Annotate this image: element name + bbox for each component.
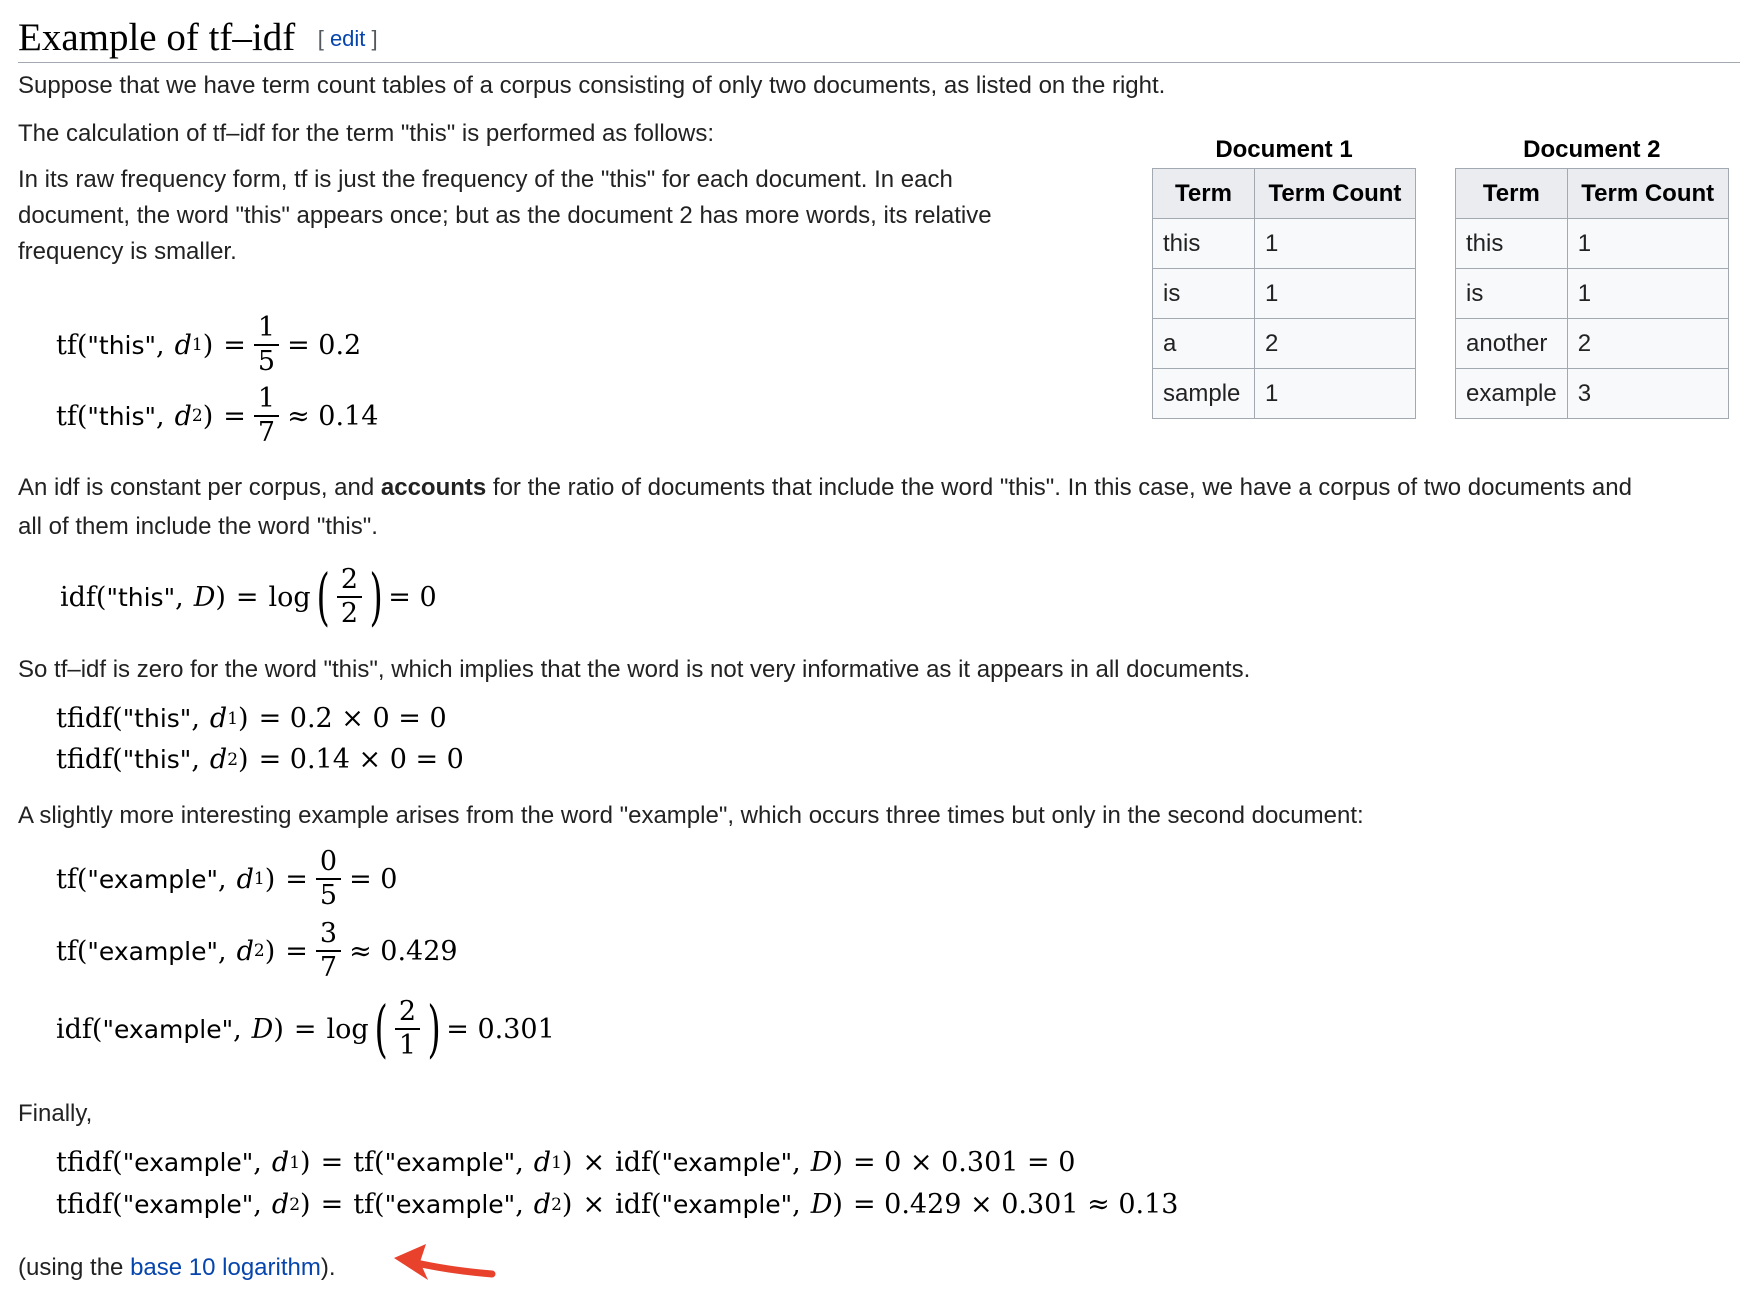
equation-tf-example-d1: tf ( "example" , d 1 ) = $\frac{0}{5}$ = 0 <box>56 846 398 911</box>
term-header: Term <box>1456 169 1568 219</box>
term-count-table-1 <box>1152 168 1416 419</box>
term-cell: this <box>1153 219 1255 269</box>
table-row <box>1153 219 1416 269</box>
table-row <box>1153 269 1416 319</box>
equation-tfidf-this-d1: tfidf ( "this" , d 1 ) = 0.2 × 0 = 0 <box>56 703 447 734</box>
term-count-header: Term Count <box>1255 169 1416 219</box>
table-row <box>1456 319 1729 369</box>
table-row <box>1456 219 1729 269</box>
fraction: $\frac{0}{5}$ <box>316 846 341 912</box>
equation-tfidf-example-d1: tfidf ( "example" , d 1 ) = tf ( "example" , d 1 ) × idf ( "example" , D ) = 0 × 0.301 = 0 <box>56 1147 1076 1178</box>
idf-paragraph-line-1: An idf is constant per corpus, and accounts for the ratio of documents that include the word "this". In this case, we have a corpus of two documents and <box>18 474 1632 501</box>
arrow-annotation-icon <box>388 1238 498 1298</box>
using-paragraph: (using the base 10 logarithm). <box>18 1254 336 1281</box>
fraction: $\frac{3}{7}$ <box>316 918 341 984</box>
term-cell: example <box>1456 369 1568 419</box>
term-count-header: Term Count <box>1567 169 1728 219</box>
term-cell: this <box>1456 219 1568 269</box>
finally-paragraph: Finally, <box>18 1100 93 1127</box>
edit-section: [ edit ] <box>317 26 378 51</box>
count-cell: 2 <box>1255 319 1416 369</box>
equation-tf-this-d1: tf ( "this" , d 1 ) = $\frac{1}{5}$ = 0.2 <box>56 312 362 377</box>
idf-paragraph-line-2: all of them include the word "this". <box>18 513 378 540</box>
table-row <box>1456 269 1729 319</box>
raw-freq-line-1: In its raw frequency form, tf is just the frequency of the "this" for each document. In each <box>18 166 953 193</box>
raw-freq-line-3: frequency is smaller. <box>18 238 237 265</box>
term-count-table-2 <box>1455 168 1729 419</box>
document-1-caption: Document 1 <box>1215 136 1353 163</box>
example-paragraph: A slightly more interesting example arises from the word "example", which occurs three times but only in the second document: <box>18 802 1364 829</box>
equation-idf-this: idf ( "this" , D ) = log ( $\frac{2}{2}$ ) = 0 <box>60 560 437 633</box>
table-row <box>1153 369 1416 419</box>
document-2-caption: Document 2 <box>1523 136 1661 163</box>
raw-freq-line-2: document, the word "this" appears once; but as the document 2 has more words, its relative <box>18 202 992 229</box>
document-2-table <box>1455 132 1729 419</box>
intro-paragraph: Suppose that we have term count tables of a corpus consisting of only two documents, as listed on the right. <box>18 72 1166 99</box>
count-cell: 1 <box>1255 369 1416 419</box>
fraction: $\frac{1}{5}$ <box>254 312 279 378</box>
equation-tfidf-this-d2: tfidf ( "this" , d 2 ) = 0.14 × 0 = 0 <box>56 744 464 775</box>
document-1-table <box>1152 132 1416 419</box>
equation-tfidf-example-d2: tfidf ( "example" , d 2 ) = tf ( "example" , d 2 ) × idf ( "example" , D ) = 0.429 × 0.301 ≈ 0.13 <box>56 1189 1179 1220</box>
count-cell: 3 <box>1567 369 1728 419</box>
table-row <box>1456 369 1729 419</box>
term-header: Term <box>1153 169 1255 219</box>
section-title: Example of tf–idf <box>18 16 296 59</box>
count-cell: 1 <box>1567 269 1728 319</box>
fraction: $\frac{1}{7}$ <box>254 383 279 449</box>
calc-paragraph: The calculation of tf–idf for the term "this" is performed as follows: <box>18 120 714 147</box>
term-cell: sample <box>1153 369 1255 419</box>
term-cell: a <box>1153 319 1255 369</box>
count-cell: 1 <box>1567 219 1728 269</box>
term-cell: is <box>1456 269 1568 319</box>
equation-tf-this-d2: tf ( "this" , d 2 ) = $\frac{1}{7}$ ≈ 0.14 <box>56 383 379 448</box>
equation-idf-example: idf ( "example" , D ) = log ( $\frac{2}{1}$ ) = 0.301 <box>56 992 555 1065</box>
table-row <box>1153 319 1416 369</box>
equation-tf-example-d2: tf ( "example" , d 2 ) = $\frac{3}{7}$ ≈ 0.429 <box>56 918 458 983</box>
count-cell: 1 <box>1255 269 1416 319</box>
fraction: $\frac{2}{1}$ <box>395 996 420 1062</box>
fraction: $\frac{2}{2}$ <box>337 564 362 630</box>
count-cell: 2 <box>1567 319 1728 369</box>
term-cell: is <box>1153 269 1255 319</box>
count-cell: 1 <box>1255 219 1416 269</box>
section-heading <box>18 14 1740 63</box>
edit-link[interactable]: edit <box>329 26 366 51</box>
base-10-logarithm-link[interactable]: base 10 logarithm <box>130 1254 321 1281</box>
term-cell: another <box>1456 319 1568 369</box>
zero-paragraph: So tf–idf is zero for the word "this", which implies that the word is not very informative as it appears in all documents. <box>18 656 1251 683</box>
